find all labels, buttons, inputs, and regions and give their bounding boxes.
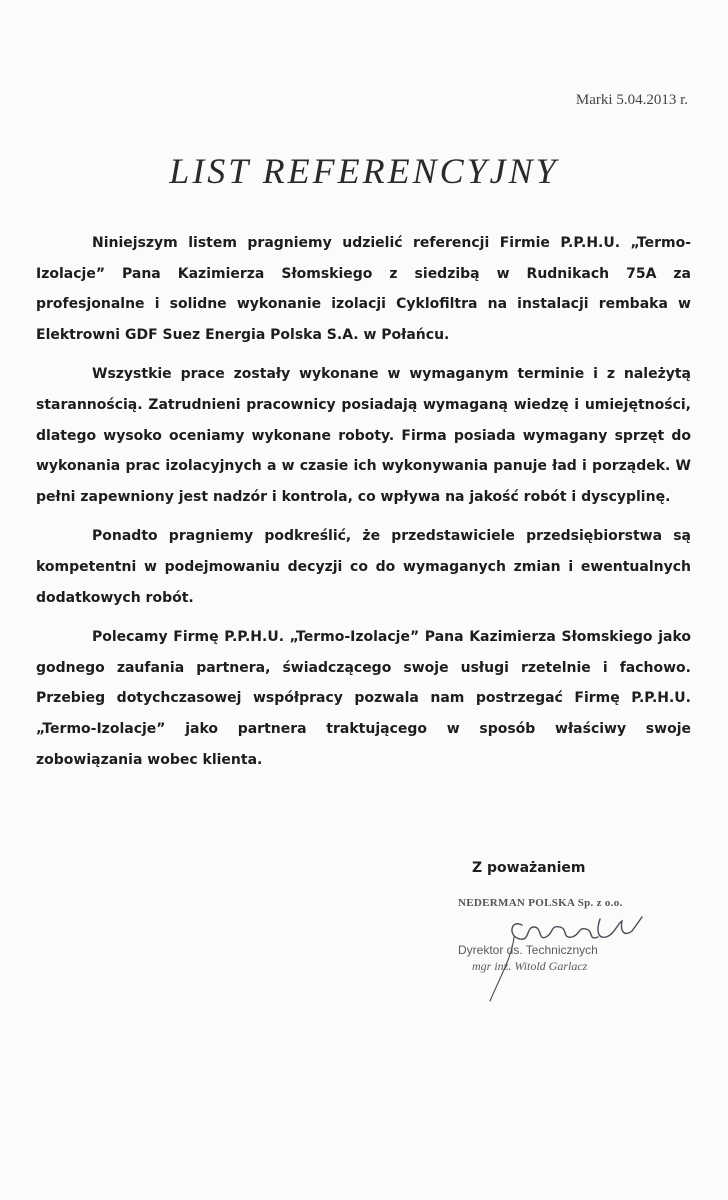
letter-body <box>36 228 691 784</box>
stamp-role: Dyrektor ds. Technicznych <box>458 943 598 957</box>
paragraph-3: Ponadto pragniemy podkreślić, że przedstawiciele przedsiębiorstwa są kompetentni w podejmowaniu decyzji co do wymaganych zmian i ewentualnych dodatkowych robót. <box>36 528 691 606</box>
handwritten-signature <box>450 897 670 1007</box>
company-stamp <box>450 897 670 1007</box>
stamp-signatory-name: mgr inż. Witold Garlacz <box>472 959 588 973</box>
paragraph-2: Wszystkie prace zostały wykonane w wymaganym terminie i z należytą starannością. Zatrudnieni pracownicy posiadają wymaganą wiedzę i umiejętności, dlatego wysoko oceniamy wykonane roboty. Firma posiada wymagany sprzęt do wykonania prac izolacyjnych a w czasie ich wykonywania panuje ład i porządek. W pełni zapewniony jest nadzór i kontrola, co wpływa na jakość robót i dyscyplinę. <box>36 366 691 505</box>
paragraph-1: Niniejszym listem pragniemy udzielić referencji Firmie P.P.H.U. „Termo-Izolacje” Pana Kazimierza Słomskiego z siedzibą w Rudnikach 75A za profesjonalne i solidne wykonanie izolacji Cyklofiltra na instalacji rembaka w Elektrowni GDF Suez Energia Polska S.A. w Połańcu. <box>36 235 691 343</box>
letter-date: Marki 5.04.2013 r. <box>575 92 688 108</box>
letter-title: LIST REFERENCYJNY <box>169 151 559 191</box>
paragraph-4: Polecamy Firmę P.P.H.U. „Termo-Izolacje” Pana Kazimierza Słomskiego jako godnego zaufania partnera, świadczącego swoje usługi rzetelnie i fachowo. Przebieg dotychczasowej współpracy pozwala nam postrzegać Firmę P.P.H.U. „Termo-Izolacje” jako partnera traktującego w sposób właściwy swoje zobowiązania wobec klienta. <box>36 629 691 768</box>
stamp-company-name: NEDERMAN POLSKA Sp. z o.o. <box>458 897 623 909</box>
closing-salutation: Z poważaniem <box>472 860 586 876</box>
